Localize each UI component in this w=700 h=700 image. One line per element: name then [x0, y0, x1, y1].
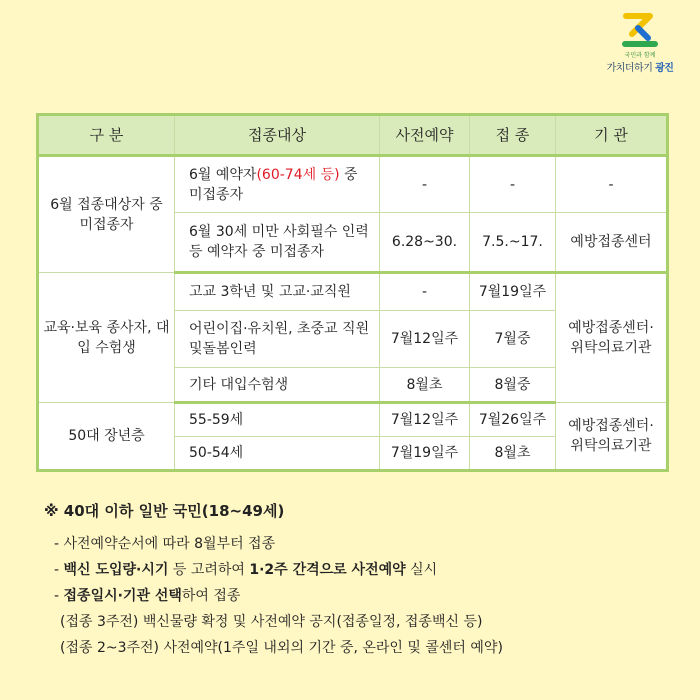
reservation-cell: 6.28~30.	[380, 213, 470, 273]
gwangjin-logo-mark	[622, 12, 658, 50]
reservation-cell: 7월19일주	[380, 437, 470, 471]
group-label: 교육·보육 종사자, 대입 수험생	[38, 273, 175, 403]
notes-section	[44, 500, 664, 661]
target-cell: 6월 예약자(60-74세 등) 중 미접종자	[175, 156, 380, 213]
institution-cell: 예방접종센터	[556, 213, 668, 273]
target-cell: 고교 3학년 및 고교·교직원	[175, 273, 380, 311]
target-cell: 50-54세	[175, 437, 380, 471]
vaccination-cell: 8월초	[470, 437, 556, 471]
header-target: 접종대상	[175, 115, 380, 156]
header-category: 구 분	[38, 115, 175, 156]
vaccination-cell: 7월26일주	[470, 403, 556, 437]
reservation-cell: -	[380, 273, 470, 311]
institution-cell: 예방접종센터· 위탁의료기관	[556, 403, 668, 471]
table-row	[38, 403, 668, 437]
notes-subline: (접종 3주전) 백신물량 확정 및 사전예약 공지(접종일정, 접종백신 등)	[60, 614, 483, 630]
logo-slogan: 국민과 함께	[624, 52, 656, 59]
target-cell: 6월 30세 미만 사회필수 인력등 예약자 중 미접종자	[175, 213, 380, 273]
header-institution: 기 관	[556, 115, 668, 156]
reservation-cell: 8월초	[380, 368, 470, 403]
notes-line: - 백신 도입량·시기 등 고려하여 1·2주 간격으로 사전예약 실시	[54, 562, 438, 578]
table-row	[38, 273, 668, 311]
notes-line: - 사전예약순서에 따라 8월부터 접종	[54, 536, 276, 552]
header-reservation: 사전예약	[380, 115, 470, 156]
group-label: 50대 장년층	[38, 403, 175, 471]
group-label: 6월 접종대상자 중 미접종자	[38, 156, 175, 273]
reservation-cell: 7월12일주	[380, 311, 470, 368]
notes-subline: (접종 2~3주전) 사전예약(1주일 내외의 기간 중, 온라인 및 콜센터 예약)	[60, 640, 503, 656]
reservation-cell: -	[380, 156, 470, 213]
notes-line: - 접종일시·기관 선택하여 접종	[54, 588, 241, 604]
gwangjin-logo	[592, 12, 688, 78]
notes-heading: ※ 40대 이하 일반 국민(18~49세)	[44, 502, 285, 520]
target-cell: 기타 대입수험생	[175, 368, 380, 403]
vaccination-cell: 7.5.~17.	[470, 213, 556, 273]
header-vaccination: 접 종	[470, 115, 556, 156]
vaccination-cell: 7월중	[470, 311, 556, 368]
table-row	[38, 156, 668, 213]
table-header-row	[38, 115, 668, 156]
institution-cell: 예방접종센터· 위탁의료기관	[556, 273, 668, 403]
vaccination-cell: 8월중	[470, 368, 556, 403]
logo-city-name: 가치더하기 광진	[606, 63, 674, 74]
vaccination-schedule-table	[36, 113, 669, 472]
vaccination-cell: 7월19일주	[470, 273, 556, 311]
target-cell: 55-59세	[175, 403, 380, 437]
institution-cell: -	[556, 156, 668, 213]
target-cell: 어린이집·유치원, 초중교 직원 및돌봄인력	[175, 311, 380, 368]
vaccination-cell: -	[470, 156, 556, 213]
reservation-cell: 7월12일주	[380, 403, 470, 437]
